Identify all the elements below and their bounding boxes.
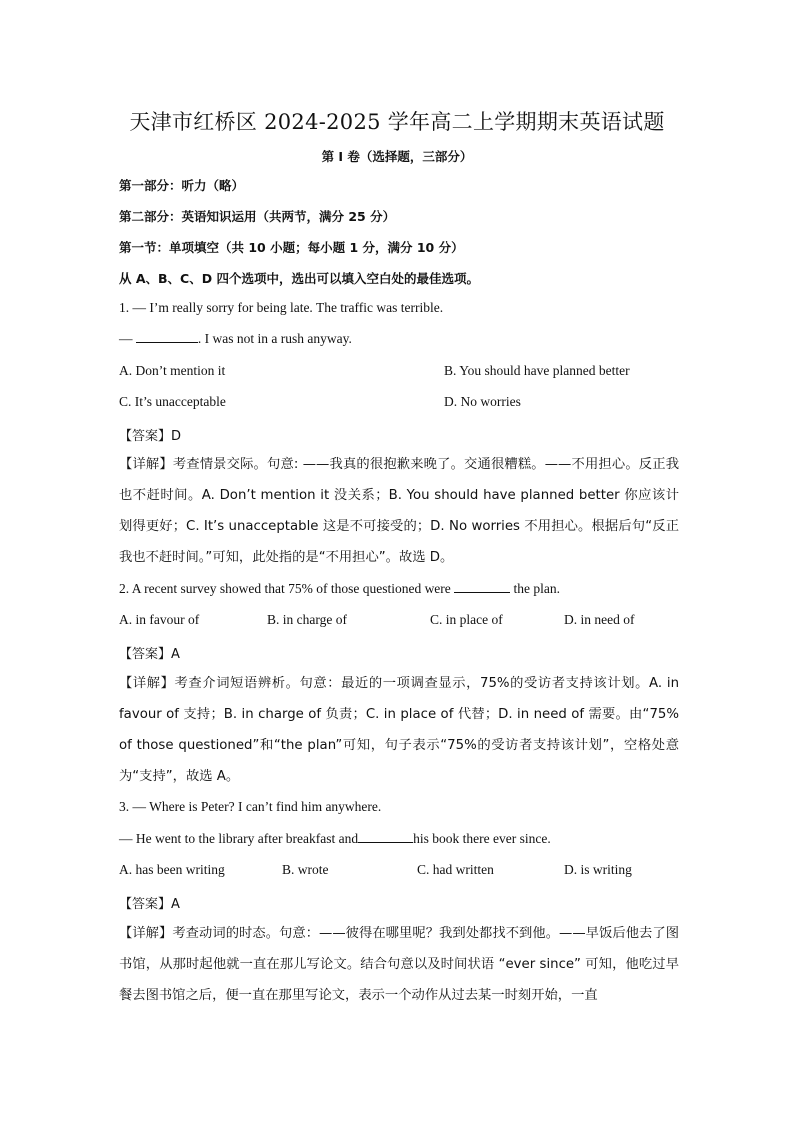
q3-answer: 【答案】A <box>119 897 180 912</box>
page-title: 天津市红桥区 2024-2025 学年高二上学期期末英语试题 <box>129 110 665 134</box>
q2-option-c: C. in place of <box>430 612 503 627</box>
part1-heading: 第一部分：听力（略） <box>119 178 245 193</box>
q3-stem-line1: 3. — Where is Peter? I can’t find him anywhere. <box>119 799 382 814</box>
q3-option-d: D. is writing <box>564 862 632 877</box>
q1-analysis: 【详解】考查情景交际。句意: ——我真的很抱歉来晚了。交通很糟糕。——不用担心。反正我也不赶时间。A. Don’t mention it 没关系；B. You should have planned better 你应该计划得更好；C. It’s unacceptable 这是不可接受的；D. No worries 不用担心。根据后句“反正我也不赶时间。”可知，此处指的是“不用担心”。故选 D。 <box>119 457 679 565</box>
q1-option-d: D. No worries <box>444 394 521 409</box>
instruction-text: 从 A、B、C、D 四个选项中，选出可以填入空白处的最佳选项。 <box>119 271 479 286</box>
q1-stem-line2 <box>119 331 352 347</box>
volume-subtitle: 第 I 卷（选择题，三部分） <box>321 149 473 164</box>
q3-option-a: A. has been writing <box>119 862 225 877</box>
q1-dash: — <box>119 331 136 346</box>
q2-stem-prefix: 2. A recent survey showed that 75% of those questioned were <box>119 581 455 596</box>
part2-heading: 第二部分：英语知识运用（共两节，满分 25 分） <box>119 209 396 224</box>
q3-stem-prefix: — He went to the library after breakfast and <box>119 831 359 846</box>
q3-analysis: 【详解】考查动词的时态。句意：——彼得在哪里呢？我到处都找不到他。——早饭后他去了图书馆，从那时起他就一直在那儿写论文。结合句意以及时间状语 “ever since” 可知，他吃过早餐去图书馆之后，便一直在那里写论文，表示一个动作从过去某一时刻开始，一直 <box>119 926 679 1003</box>
q2-option-d: D. in need of <box>564 612 635 627</box>
q2-option-a: A. in favour of <box>119 612 200 627</box>
q2-analysis: 【详解】考查介词短语辨析。句意：最近的一项调查显示，75%的受访者支持该计划。A. in favour of 支持；B. in charge of 负责；C. in place of 代替；D. in need of 需要。由“75% of those questioned”和“the plan”可知，句子表示“75%的受访者支持该计划”，空格处意为“支持”，故选 A。 <box>119 676 679 784</box>
q1-stem-line1: 1. — I’m really sorry for being late. The traffic was terrible. <box>119 300 444 315</box>
q1-option-c: C. It’s unacceptable <box>119 394 226 409</box>
q1-option-a: A. Don’t mention it <box>119 363 226 378</box>
q3-option-b: B. wrote <box>282 862 329 877</box>
q2-option-b: B. in charge of <box>267 612 347 627</box>
q2-stem-suffix: the plan. <box>510 581 561 596</box>
q1-blank <box>136 341 198 343</box>
q2-answer: 【答案】A <box>119 647 180 662</box>
section1-heading: 第一节：单项填空（共 10 小题；每小题 1 分，满分 10 分） <box>119 240 464 255</box>
q3-stem-line2 <box>119 831 551 847</box>
q2-stem <box>119 581 560 597</box>
q3-option-c: C. had written <box>417 862 494 877</box>
q2-blank <box>454 591 510 593</box>
q3-stem-suffix: his book there ever since. <box>413 831 551 846</box>
q1-answer: 【答案】D <box>119 429 182 444</box>
q1-option-b: B. You should have planned better <box>444 363 630 378</box>
q3-blank <box>358 841 413 843</box>
q1-stem-suffix: . I was not in a rush anyway. <box>197 331 352 346</box>
